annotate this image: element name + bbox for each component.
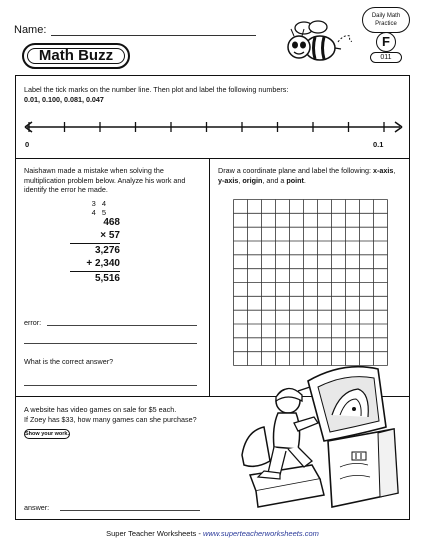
term-y-axis: y-axis (218, 175, 239, 185)
coordinate-grid[interactable] (233, 199, 388, 366)
word-problem-line-2: If Zoey has $33, how many games can she purchase? (24, 414, 197, 424)
term-x-axis: x-axis (373, 166, 394, 175)
error-answer-line-2[interactable] (24, 343, 197, 344)
badge-line-1: Daily Math (371, 13, 401, 19)
correct-answer-line[interactable] (24, 385, 197, 386)
name-answer-line[interactable] (51, 35, 256, 36)
number-line-start-label: 0 (25, 140, 30, 149)
carry-row-1: 3 4 (91, 199, 108, 208)
answer-label: answer: (24, 503, 50, 512)
divider (15, 158, 410, 159)
word-problem-line-1: A website has video games on sale for $5 each. (24, 405, 177, 414)
partial-product-1: 3,276 (94, 245, 120, 256)
instruction-and: , and a (262, 175, 287, 185)
badge-letter: F (376, 32, 396, 52)
final-product: 5,516 (94, 273, 120, 284)
multiplicand: 468 (103, 217, 120, 228)
final-answer-line[interactable] (60, 510, 200, 511)
partial-product-2: + 2,340 (70, 258, 120, 272)
daily-practice-badge (362, 7, 410, 33)
footer-url[interactable]: www.superteacherworksheets.com (202, 529, 319, 538)
worksheet-title (22, 43, 130, 69)
numbers-to-plot: 0.01, 0.100, 0.081, 0.047 (24, 94, 104, 104)
mistake-problem-text: Naishawn made a mistake when solving the multiplication problem below. Analyze his work and identify the error he made. (24, 166, 186, 194)
error-answer-line-1[interactable] (47, 325, 197, 326)
multiplication-work (70, 199, 120, 286)
correct-answer-question: What is the correct answer? (24, 357, 114, 366)
instruction-text: Label the tick marks on the number line. Then plot and label the following numbers: (24, 85, 289, 94)
number-line-end-label: 0.1 (373, 140, 384, 149)
badge-number: 011 (370, 52, 402, 63)
footer-brand: Super Teacher Worksheets - (106, 529, 203, 538)
name-label: Name: (14, 24, 47, 36)
badge-line-2: Practice (375, 21, 397, 27)
worksheet-title-text: Math Buzz (38, 47, 114, 64)
term-point: point (286, 175, 304, 185)
multiplier: × 57 (70, 230, 120, 244)
carry-row-2: 4 5 (91, 208, 108, 217)
divider (209, 158, 210, 396)
bee-mascot-icon (282, 20, 352, 68)
coordinate-plane-instruction: Draw a coordinate plane and label the following: x-axis, y-axis, origin, and a point. (218, 166, 396, 185)
number-line-instruction (24, 85, 399, 104)
word-problem (24, 405, 254, 424)
gamer-illustration-icon (228, 357, 408, 519)
instruction-prefix: Draw a coordinate plane and label the following: (218, 166, 374, 175)
term-origin: origin (242, 175, 263, 185)
number-line[interactable] (15, 118, 410, 140)
show-your-work-badge: Show your work. (25, 431, 70, 437)
error-label: error: (24, 318, 42, 327)
footer (0, 529, 425, 538)
